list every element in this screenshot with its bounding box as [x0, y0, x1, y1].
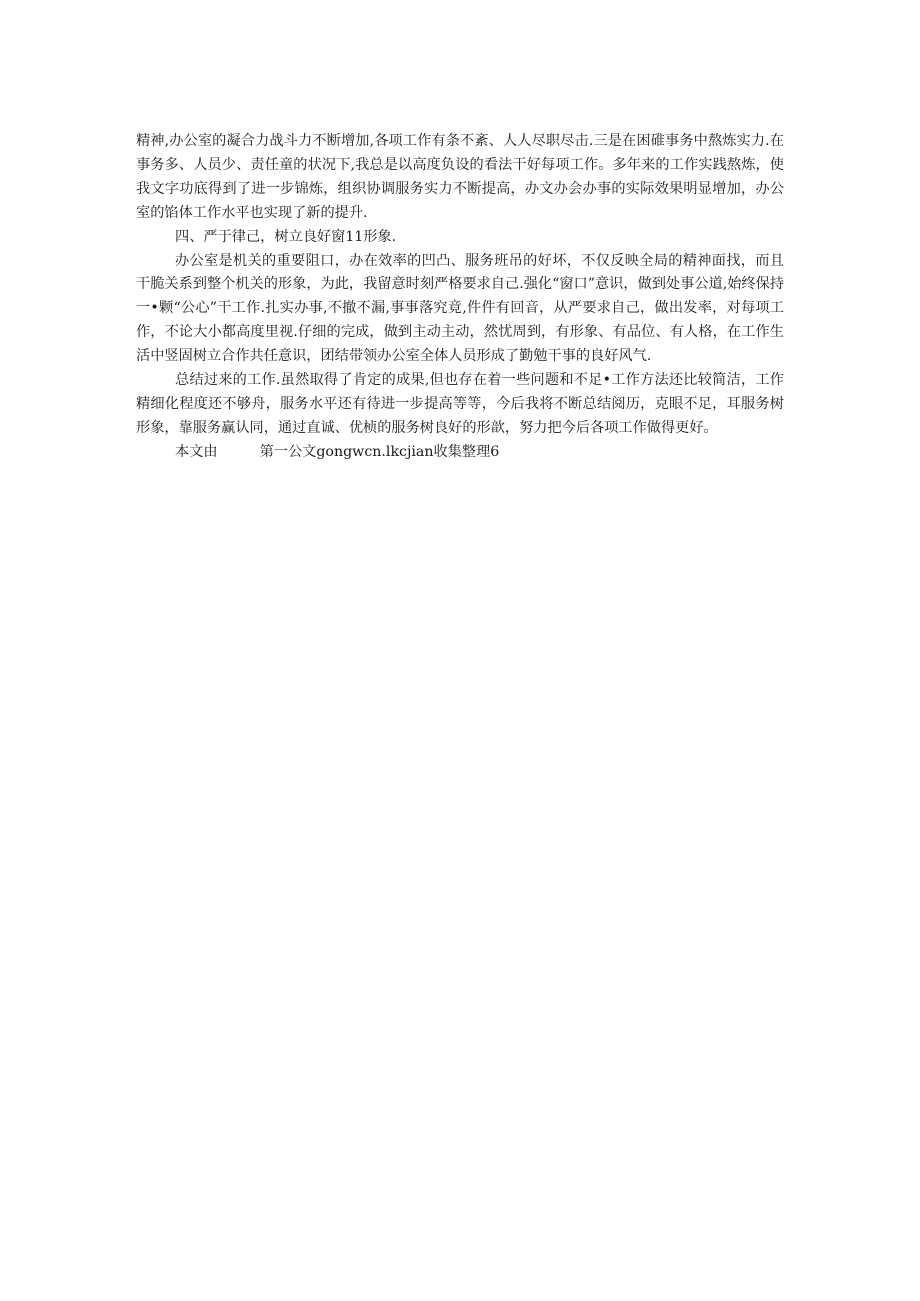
source-attribution: [136, 441, 784, 465]
section-heading-self-discipline: 四、严于律己，树立良好窗11形象.: [175, 228, 397, 245]
source-prefix: 本文由: [175, 443, 218, 460]
paragraph-office-cohesion: 精神,办公室的凝合力战斗力不断增加,各项工作有条不紊、人人尽职尽击.三是在困碓事务中熬炼实力.在事务多、人员少、责任童的状况下,我总是以高度负设的看法干好每项工作。多年来的工作实践熬炼，使我文字功底得到了进一步锦炼，组织协调服务实力不断提高，办文办会办事的实际效果明显增加，办公室的馅体工作水平也实现了新的提升.: [136, 133, 784, 221]
paragraph-summary: 总结过来的工作.虽然取得了肯定的成果,但也存在着一些问题和不足•工作方法还比较简洁，工作精细化程度还不够舟，服务水平还有待进一步提高等等，今后我将不断总结阅历，克眼不足，耳服务树形象，靠服务赢认同，通过直诚、优桢的服务树良好的形歆，努力把今后各项工作做得更好。: [136, 372, 784, 436]
paragraph-window-image: 办公室是机关的重要阻口，办在效率的凹凸、服务班吊的好坏，不仅反映全局的精神面找，而且干脆关系到整个机关的形象，为此，我留意时刻严格要求自己.强化“窗口”意识，做到处事公道,始终保持一•颗“公心”干工作.扎实办事,不撤不漏,事事落究竟,件件有回音，从严要求自己，做出发率，对每项工作，不论大小都高度里视.仔细的完成，做到主动主动，然忧周到，有形象、有品位、有人格，在工作生活中竖固树立合作共任意识，团结带领办公室全体人员形成了勤勉干事的良好风气.: [136, 252, 784, 365]
source-suffix: 第一公文gongwcn.lkcjian收集整理6: [259, 443, 500, 460]
document-body: [136, 130, 784, 465]
